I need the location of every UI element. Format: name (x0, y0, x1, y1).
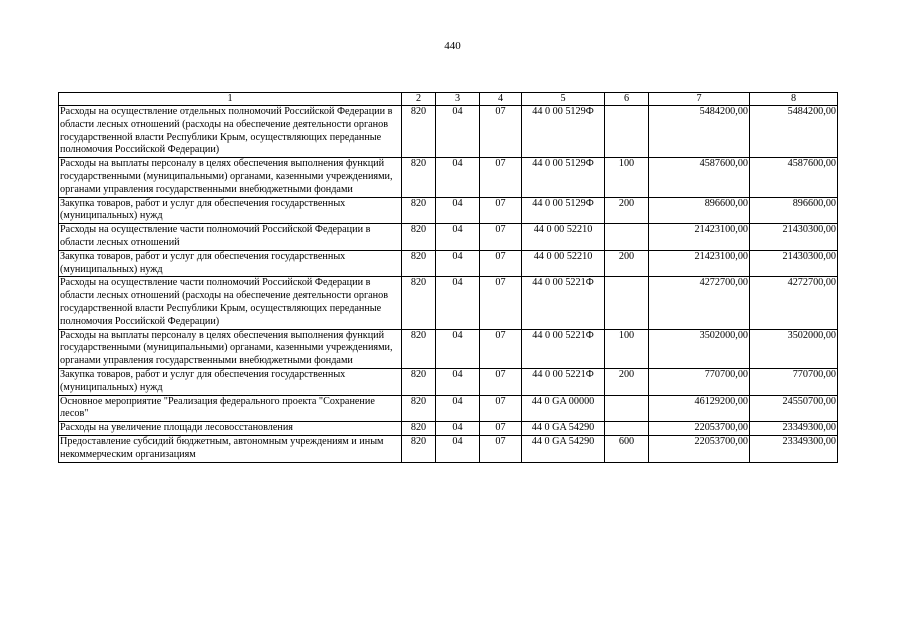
target-article-cell: 44 0 00 52210 (522, 224, 605, 251)
section-code-cell: 04 (436, 224, 480, 251)
section-code-cell: 04 (436, 158, 480, 197)
section-code-cell: 04 (436, 368, 480, 395)
amount-year2-cell: 770700,00 (750, 368, 838, 395)
subsection-code-cell: 07 (480, 395, 522, 422)
amount-year1-cell: 21423100,00 (649, 224, 750, 251)
expense-type-cell: 200 (605, 250, 649, 277)
amount-year1-cell: 3502000,00 (649, 329, 750, 368)
amount-year2-cell: 4587600,00 (750, 158, 838, 197)
target-article-cell: 44 0 GA 00000 (522, 395, 605, 422)
target-article-cell: 44 0 00 5221Ф (522, 329, 605, 368)
header-cell-2: 2 (402, 93, 436, 106)
target-article-cell: 44 0 00 5129Ф (522, 197, 605, 224)
expense-name-cell: Расходы на увеличение площади лесовосстановления (59, 422, 402, 436)
table-row (59, 106, 838, 158)
header-cell-7: 7 (649, 93, 750, 106)
expense-type-cell (605, 277, 649, 329)
expense-name-cell: Расходы на осуществление части полномочий Российской Федерации в области лесных отношений (расходы на обеспечение деятельности органов государственной власти Республики Крым, осуществляющих переданные полномочия Российской Федерации) (59, 277, 402, 329)
expense-name-cell: Закупка товаров, работ и услуг для обеспечения государственных (муниципальных) нужд (59, 197, 402, 224)
subsection-code-cell: 07 (480, 329, 522, 368)
ministry-code-cell: 820 (402, 197, 436, 224)
expense-type-cell: 100 (605, 329, 649, 368)
ministry-code-cell: 820 (402, 158, 436, 197)
ministry-code-cell: 820 (402, 395, 436, 422)
target-article-cell: 44 0 00 52210 (522, 250, 605, 277)
amount-year1-cell: 770700,00 (649, 368, 750, 395)
subsection-code-cell: 07 (480, 277, 522, 329)
subsection-code-cell: 07 (480, 158, 522, 197)
budget-table (58, 92, 838, 463)
table-row (59, 329, 838, 368)
expense-name-cell: Расходы на выплаты персоналу в целях обеспечения выполнения функций государственными (муниципальными) органами, казенными учреждениями, органами управления государственными внебюджетными фондами (59, 158, 402, 197)
page-number: 440 (444, 40, 461, 52)
expense-type-cell (605, 395, 649, 422)
subsection-code-cell: 07 (480, 250, 522, 277)
target-article-cell: 44 0 00 5129Ф (522, 158, 605, 197)
expense-name-cell: Расходы на выплаты персоналу в целях обеспечения выполнения функций государственными (муниципальными) органами, казенными учреждениями, органами управления государственными внебюджетными фондами (59, 329, 402, 368)
amount-year2-cell: 896600,00 (750, 197, 838, 224)
subsection-code-cell: 07 (480, 106, 522, 158)
section-code-cell: 04 (436, 329, 480, 368)
target-article-cell: 44 0 GA 54290 (522, 435, 605, 462)
amount-year2-cell: 4272700,00 (750, 277, 838, 329)
ministry-code-cell: 820 (402, 106, 436, 158)
table-row (59, 158, 838, 197)
subsection-code-cell: 07 (480, 224, 522, 251)
amount-year2-cell: 21430300,00 (750, 250, 838, 277)
header-cell-4: 4 (480, 93, 522, 106)
expense-type-cell: 200 (605, 368, 649, 395)
target-article-cell: 44 0 00 5221Ф (522, 277, 605, 329)
expense-type-cell (605, 106, 649, 158)
ministry-code-cell: 820 (402, 368, 436, 395)
subsection-code-cell: 07 (480, 435, 522, 462)
amount-year2-cell: 23349300,00 (750, 435, 838, 462)
expense-type-cell: 100 (605, 158, 649, 197)
expense-name-cell: Основное мероприятие "Реализация федерального проекта "Сохранение лесов" (59, 395, 402, 422)
header-cell-6: 6 (605, 93, 649, 106)
subsection-code-cell: 07 (480, 422, 522, 436)
expense-name-cell: Закупка товаров, работ и услуг для обеспечения государственных (муниципальных) нужд (59, 250, 402, 277)
header-cell-1: 1 (59, 93, 402, 106)
header-cell-8: 8 (750, 93, 838, 106)
target-article-cell: 44 0 GA 54290 (522, 422, 605, 436)
section-code-cell: 04 (436, 250, 480, 277)
section-code-cell: 04 (436, 435, 480, 462)
section-code-cell: 04 (436, 277, 480, 329)
section-code-cell: 04 (436, 395, 480, 422)
amount-year2-cell: 21430300,00 (750, 224, 838, 251)
amount-year2-cell: 3502000,00 (750, 329, 838, 368)
amount-year1-cell: 22053700,00 (649, 422, 750, 436)
table-body (59, 106, 838, 463)
ministry-code-cell: 820 (402, 224, 436, 251)
amount-year1-cell: 5484200,00 (649, 106, 750, 158)
expense-type-cell: 600 (605, 435, 649, 462)
amount-year1-cell: 896600,00 (649, 197, 750, 224)
expense-type-cell: 200 (605, 197, 649, 224)
subsection-code-cell: 07 (480, 368, 522, 395)
expense-name-cell: Предоставление субсидий бюджетным, автономным учреждениям и иным некоммерческим организациям (59, 435, 402, 462)
table-row (59, 250, 838, 277)
ministry-code-cell: 820 (402, 435, 436, 462)
section-code-cell: 04 (436, 106, 480, 158)
header-cell-3: 3 (436, 93, 480, 106)
table-row (59, 197, 838, 224)
section-code-cell: 04 (436, 197, 480, 224)
amount-year1-cell: 22053700,00 (649, 435, 750, 462)
ministry-code-cell: 820 (402, 277, 436, 329)
table-row (59, 224, 838, 251)
amount-year1-cell: 4587600,00 (649, 158, 750, 197)
target-article-cell: 44 0 00 5129Ф (522, 106, 605, 158)
table-row (59, 422, 838, 436)
expense-name-cell: Расходы на осуществление отдельных полномочий Российской Федерации в области лесных отношений (расходы на обеспечение деятельности органов государственной власти Республики Крым, осуществляющих переданные полномочия Российской Федерации) (59, 106, 402, 158)
expense-name-cell: Расходы на осуществление части полномочий Российской Федерации в области лесных отношений (59, 224, 402, 251)
subsection-code-cell: 07 (480, 197, 522, 224)
amount-year2-cell: 24550700,00 (750, 395, 838, 422)
expense-name-cell: Закупка товаров, работ и услуг для обеспечения государственных (муниципальных) нужд (59, 368, 402, 395)
amount-year1-cell: 46129200,00 (649, 395, 750, 422)
ministry-code-cell: 820 (402, 422, 436, 436)
ministry-code-cell: 820 (402, 329, 436, 368)
expense-type-cell (605, 224, 649, 251)
section-code-cell: 04 (436, 422, 480, 436)
header-cell-5: 5 (522, 93, 605, 106)
table-row (59, 277, 838, 329)
table-row (59, 368, 838, 395)
expense-type-cell (605, 422, 649, 436)
amount-year1-cell: 21423100,00 (649, 250, 750, 277)
header-row (59, 93, 838, 106)
table-row (59, 395, 838, 422)
table-row (59, 435, 838, 462)
ministry-code-cell: 820 (402, 250, 436, 277)
amount-year2-cell: 5484200,00 (750, 106, 838, 158)
amount-year1-cell: 4272700,00 (649, 277, 750, 329)
target-article-cell: 44 0 00 5221Ф (522, 368, 605, 395)
amount-year2-cell: 23349300,00 (750, 422, 838, 436)
